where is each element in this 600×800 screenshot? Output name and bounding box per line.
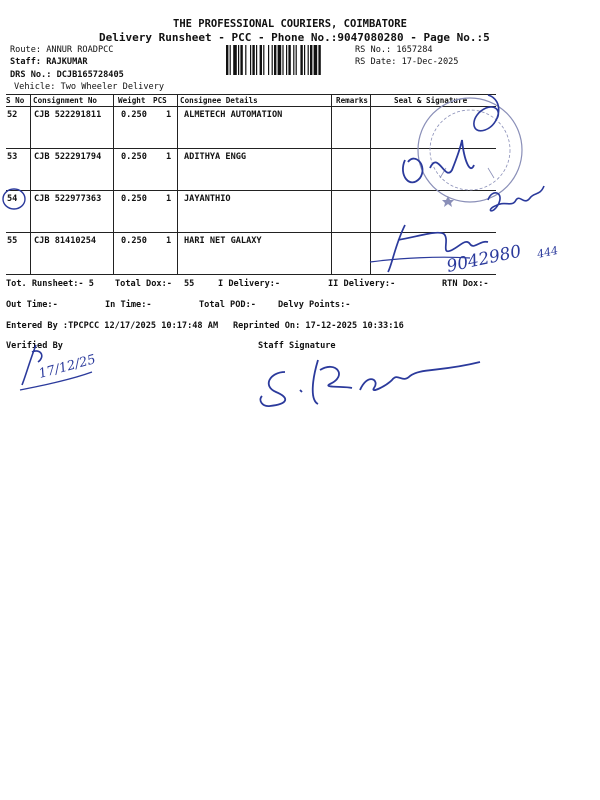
row-consignment: CJB 522291794: [34, 152, 102, 162]
header-remarks: Remarks: [336, 96, 369, 105]
drs-number: DRS No.: DCJB165728405: [10, 70, 124, 80]
delvy-points: Delvy Points:-: [278, 300, 351, 310]
verified-date-handwritten: 17/12/25: [37, 352, 98, 382]
total-dox-value: 55: [184, 279, 195, 289]
row-pcs: 1: [166, 152, 172, 162]
row-sno: 53: [7, 152, 18, 162]
row-consignee: HARI NET GALAXY: [184, 236, 262, 246]
document-title: THE PROFESSIONAL COURIERS, COIMBATORE: [173, 18, 407, 30]
total-dox-label: Total Dox:-: [115, 279, 172, 289]
signature-scribble: [488, 186, 544, 211]
row-consignee: ALMETECH AUTOMATION: [184, 110, 283, 120]
row-pcs: 1: [166, 194, 172, 204]
entered-by: Entered By :TPCPCC 12/17/2025 10:17:48 AM: [6, 321, 219, 331]
row-sno: 55: [7, 236, 18, 246]
handwritten-phone-suffix: 444: [535, 243, 560, 261]
document-subtitle: Delivery Runsheet - PCC - Phone No.:9047080280 - Page No.:5: [99, 31, 490, 44]
sno-circle-mark: [3, 189, 25, 209]
row-sno: 52: [7, 110, 18, 120]
row-sno: 54: [7, 194, 18, 204]
row-weight: 0.250: [121, 194, 147, 204]
rs-date: RS Date: 17-Dec-2025: [355, 57, 459, 67]
rtn-dox: RTN Dox:-: [442, 279, 489, 289]
row-weight: 0.250: [121, 152, 147, 162]
row-consignee: ADITHYA ENGG: [184, 152, 247, 162]
first-delivery: I Delivery:-: [218, 279, 281, 289]
total-runsheet: Tot. Runsheet:- 5: [6, 279, 94, 289]
reprinted-on: Reprinted On: 17-12-2025 10:33:16: [233, 321, 404, 331]
handwritten-phone: 9042980: [444, 241, 524, 277]
row-weight: 0.250: [121, 236, 147, 246]
verified-by-label: Verified By: [6, 341, 63, 351]
signature-scribble: [403, 140, 474, 182]
header-pcs: PCS: [153, 96, 167, 105]
vehicle-label: Vehicle: Two Wheeler Delivery: [14, 82, 165, 92]
row-consignment: CJB 81410254: [34, 236, 97, 246]
row-consignment: CJB 522291811: [34, 110, 102, 120]
total-pod: Total POD:-: [199, 300, 256, 310]
row-consignee: JAYANTHIO: [184, 194, 231, 204]
header-consignment: Consignment No: [33, 96, 98, 105]
out-time: Out Time:-: [6, 300, 58, 310]
second-delivery: II Delivery:-: [328, 279, 396, 289]
company-seal-stamp: [418, 98, 522, 207]
header-sno: S No: [6, 96, 25, 105]
row-weight: 0.250: [121, 110, 147, 120]
staff-label: Staff: RAJKUMAR: [10, 57, 88, 67]
route-label: Route: ANNUR ROADPCC: [10, 45, 114, 55]
row-pcs: 1: [166, 110, 172, 120]
staff-signature-scribble: [260, 360, 480, 406]
verified-initials: [22, 345, 42, 385]
staff-signature-label: Staff Signature: [258, 341, 336, 351]
row-pcs: 1: [166, 236, 172, 246]
header-seal-signature: Seal & Signature: [394, 96, 468, 105]
header-consignee: Consignee Details: [180, 96, 258, 105]
row-consignment: CJB 522977363: [34, 194, 102, 204]
header-weight: Weight: [118, 96, 146, 105]
in-time: In Time:-: [105, 300, 152, 310]
rs-number: RS No.: 1657284: [355, 45, 433, 55]
